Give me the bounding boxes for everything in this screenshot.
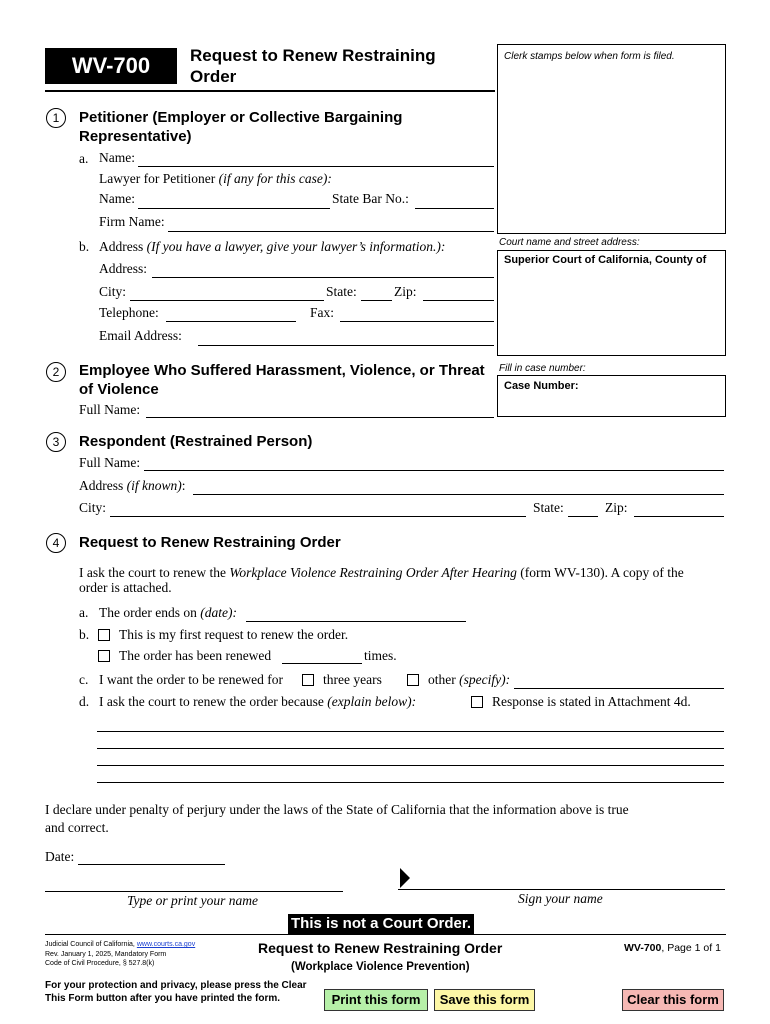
footer-rule: [45, 934, 726, 935]
s3-address-label: Address (if known):: [79, 478, 186, 493]
s1-fax-label: Fax:: [310, 305, 335, 320]
save-button[interactable]: Save this form: [434, 989, 535, 1011]
footer-citation: Judicial Council of California, www.courts.ca.gov Rev. January 1, 2025, Mandatory Form Code of Civil Procedure, § 527.8(k): [45, 941, 196, 967]
section-3-number: 3: [46, 432, 66, 452]
courts-link[interactable]: www.courts.ca.gov: [136, 941, 196, 948]
clear-button[interactable]: Clear this form: [622, 989, 724, 1011]
s3-full-name-label: Full Name:: [79, 455, 141, 470]
s3-city-field[interactable]: [110, 516, 526, 517]
s4-c-letter: c.: [79, 672, 89, 687]
s1-email-field[interactable]: [198, 345, 494, 346]
s4-a-text: The order ends on (date):: [99, 605, 237, 620]
signature-label: Sign your name: [518, 891, 603, 906]
s1-zip-label: Zip:: [394, 284, 417, 299]
case-box-label: Fill in case number:: [499, 363, 586, 374]
form-title: Request to Renew Restraining Order: [190, 46, 436, 86]
s1-a-letter: a.: [79, 151, 89, 166]
s4-explain-line-3[interactable]: [97, 765, 724, 766]
s1-state-field[interactable]: [361, 300, 392, 301]
s4-end-date-field[interactable]: [246, 621, 466, 622]
court-box-label: Court name and street address:: [499, 237, 640, 248]
date-label: Date:: [45, 849, 75, 864]
s4-a-letter: a.: [79, 605, 89, 620]
s1-fax-field[interactable]: [340, 321, 494, 322]
s2-full-name-label: Full Name:: [79, 402, 141, 417]
s1-telephone-field[interactable]: [166, 321, 296, 322]
s1-telephone-label: Telephone:: [99, 305, 159, 320]
section-1-number: 1: [46, 108, 66, 128]
s4-attachment-label: Response is stated in Attachment 4d.: [492, 694, 691, 709]
s1-name-label: Name:: [99, 150, 135, 165]
s1-firm-field[interactable]: [168, 231, 494, 232]
court-name-box[interactable]: [497, 250, 726, 356]
s4-other-checkbox[interactable]: [407, 674, 419, 686]
print-name-label: Type or print your name: [127, 893, 258, 908]
s1-firm-label: Firm Name:: [99, 214, 165, 229]
s4-attachment-checkbox[interactable]: [471, 696, 483, 708]
s1-bar-label: State Bar No.:: [332, 191, 409, 206]
s1-address-label: Address:: [99, 261, 147, 276]
signature-arrow-icon: [400, 868, 410, 888]
footer-subtitle: (Workplace Violence Prevention): [291, 961, 470, 973]
s1-state-label: State:: [326, 284, 357, 299]
court-name-text: Superior Court of California, County of: [504, 254, 707, 266]
s4-first-request-label: This is my first request to renew the order.: [119, 627, 349, 642]
s4-three-years-checkbox[interactable]: [302, 674, 314, 686]
s1-address-field[interactable]: [152, 277, 494, 278]
signature-field[interactable]: [398, 889, 725, 890]
s1-city-field[interactable]: [130, 300, 324, 301]
s1-b-letter: b.: [79, 239, 90, 254]
header-rule: [45, 90, 495, 92]
clerk-stamp-box: [497, 44, 726, 234]
s1-city-label: City:: [99, 284, 127, 299]
s4-explain-line-4[interactable]: [97, 782, 724, 783]
s3-address-field[interactable]: [193, 494, 724, 495]
s4-c-text: I want the order to be renewed for: [99, 672, 284, 687]
s3-city-label: City:: [79, 500, 107, 515]
declaration-text: I declare under penalty of perjury under the laws of the State of California that the information above is true and correct.: [45, 802, 629, 835]
print-name-field[interactable]: [45, 891, 343, 892]
section-2-number: 2: [46, 362, 66, 382]
s3-state-field[interactable]: [568, 516, 598, 517]
print-button[interactable]: Print this form: [324, 989, 428, 1011]
section-2-title: Employee Who Suffered Harassment, Violence, or Threat of Violence: [79, 362, 485, 398]
not-court-order-banner: This is not a Court Order.: [288, 914, 474, 934]
s3-zip-field[interactable]: [634, 516, 724, 517]
s1-lawyer-label: Lawyer for Petitioner (if any for this case):: [99, 171, 332, 186]
form-code-badge: WV-700: [45, 48, 177, 84]
s1-email-label: Email Address:: [99, 328, 182, 343]
s4-renewed-checkbox[interactable]: [98, 650, 110, 662]
s2-full-name-field[interactable]: [146, 417, 494, 418]
clerk-stamp-note: Clerk stamps below when form is filed.: [504, 51, 675, 62]
s1-name-field[interactable]: [138, 166, 494, 167]
footer-title: Request to Renew Restraining Order: [258, 940, 503, 956]
footer-page-info: WV-700, Page 1 of 1: [624, 942, 721, 954]
date-field[interactable]: [78, 864, 225, 865]
s4-other-label: other (specify):: [428, 672, 511, 687]
s4-renewed-label: The order has been renewed: [119, 648, 272, 663]
s4-times-label: times.: [364, 648, 397, 663]
case-number-box[interactable]: [497, 375, 726, 417]
section-4-title: Request to Renew Restraining Order: [79, 534, 341, 551]
section-1-title: Petitioner (Employer or Collective Bargaining Representative): [79, 109, 403, 145]
s1-bar-field[interactable]: [415, 208, 494, 209]
s3-zip-label: Zip:: [605, 500, 628, 515]
s1-lawyer-name-label: Name:: [99, 191, 135, 206]
s4-renewed-times-field[interactable]: [282, 663, 362, 664]
s3-state-label: State:: [533, 500, 564, 515]
privacy-note: For your protection and privacy, please press the Clear This Form button after you have printed the form.: [45, 980, 307, 1004]
s4-three-years-label: three years: [323, 672, 382, 687]
s4-first-request-checkbox[interactable]: [98, 629, 110, 641]
s1-address-heading: Address (If you have a lawyer, give your lawyer’s information.):: [99, 239, 446, 254]
s4-explain-line-1[interactable]: [97, 731, 724, 732]
s4-other-field[interactable]: [514, 688, 724, 689]
s4-explain-line-2[interactable]: [97, 748, 724, 749]
section-4-number: 4: [46, 533, 66, 553]
s1-lawyer-name-field[interactable]: [138, 208, 330, 209]
s1-zip-field[interactable]: [423, 300, 494, 301]
s4-d-letter: d.: [79, 694, 90, 709]
section-3-title: Respondent (Restrained Person): [79, 433, 313, 450]
s4-intro: I ask the court to renew the Workplace Violence Restraining Order After Hearing (form WV-130). A copy of the order is attached.: [79, 565, 684, 595]
s3-full-name-field[interactable]: [144, 470, 724, 471]
s4-d-text: I ask the court to renew the order because (explain below):: [99, 694, 417, 709]
case-number-label: Case Number:: [504, 380, 579, 392]
s4-b-letter: b.: [79, 627, 90, 642]
